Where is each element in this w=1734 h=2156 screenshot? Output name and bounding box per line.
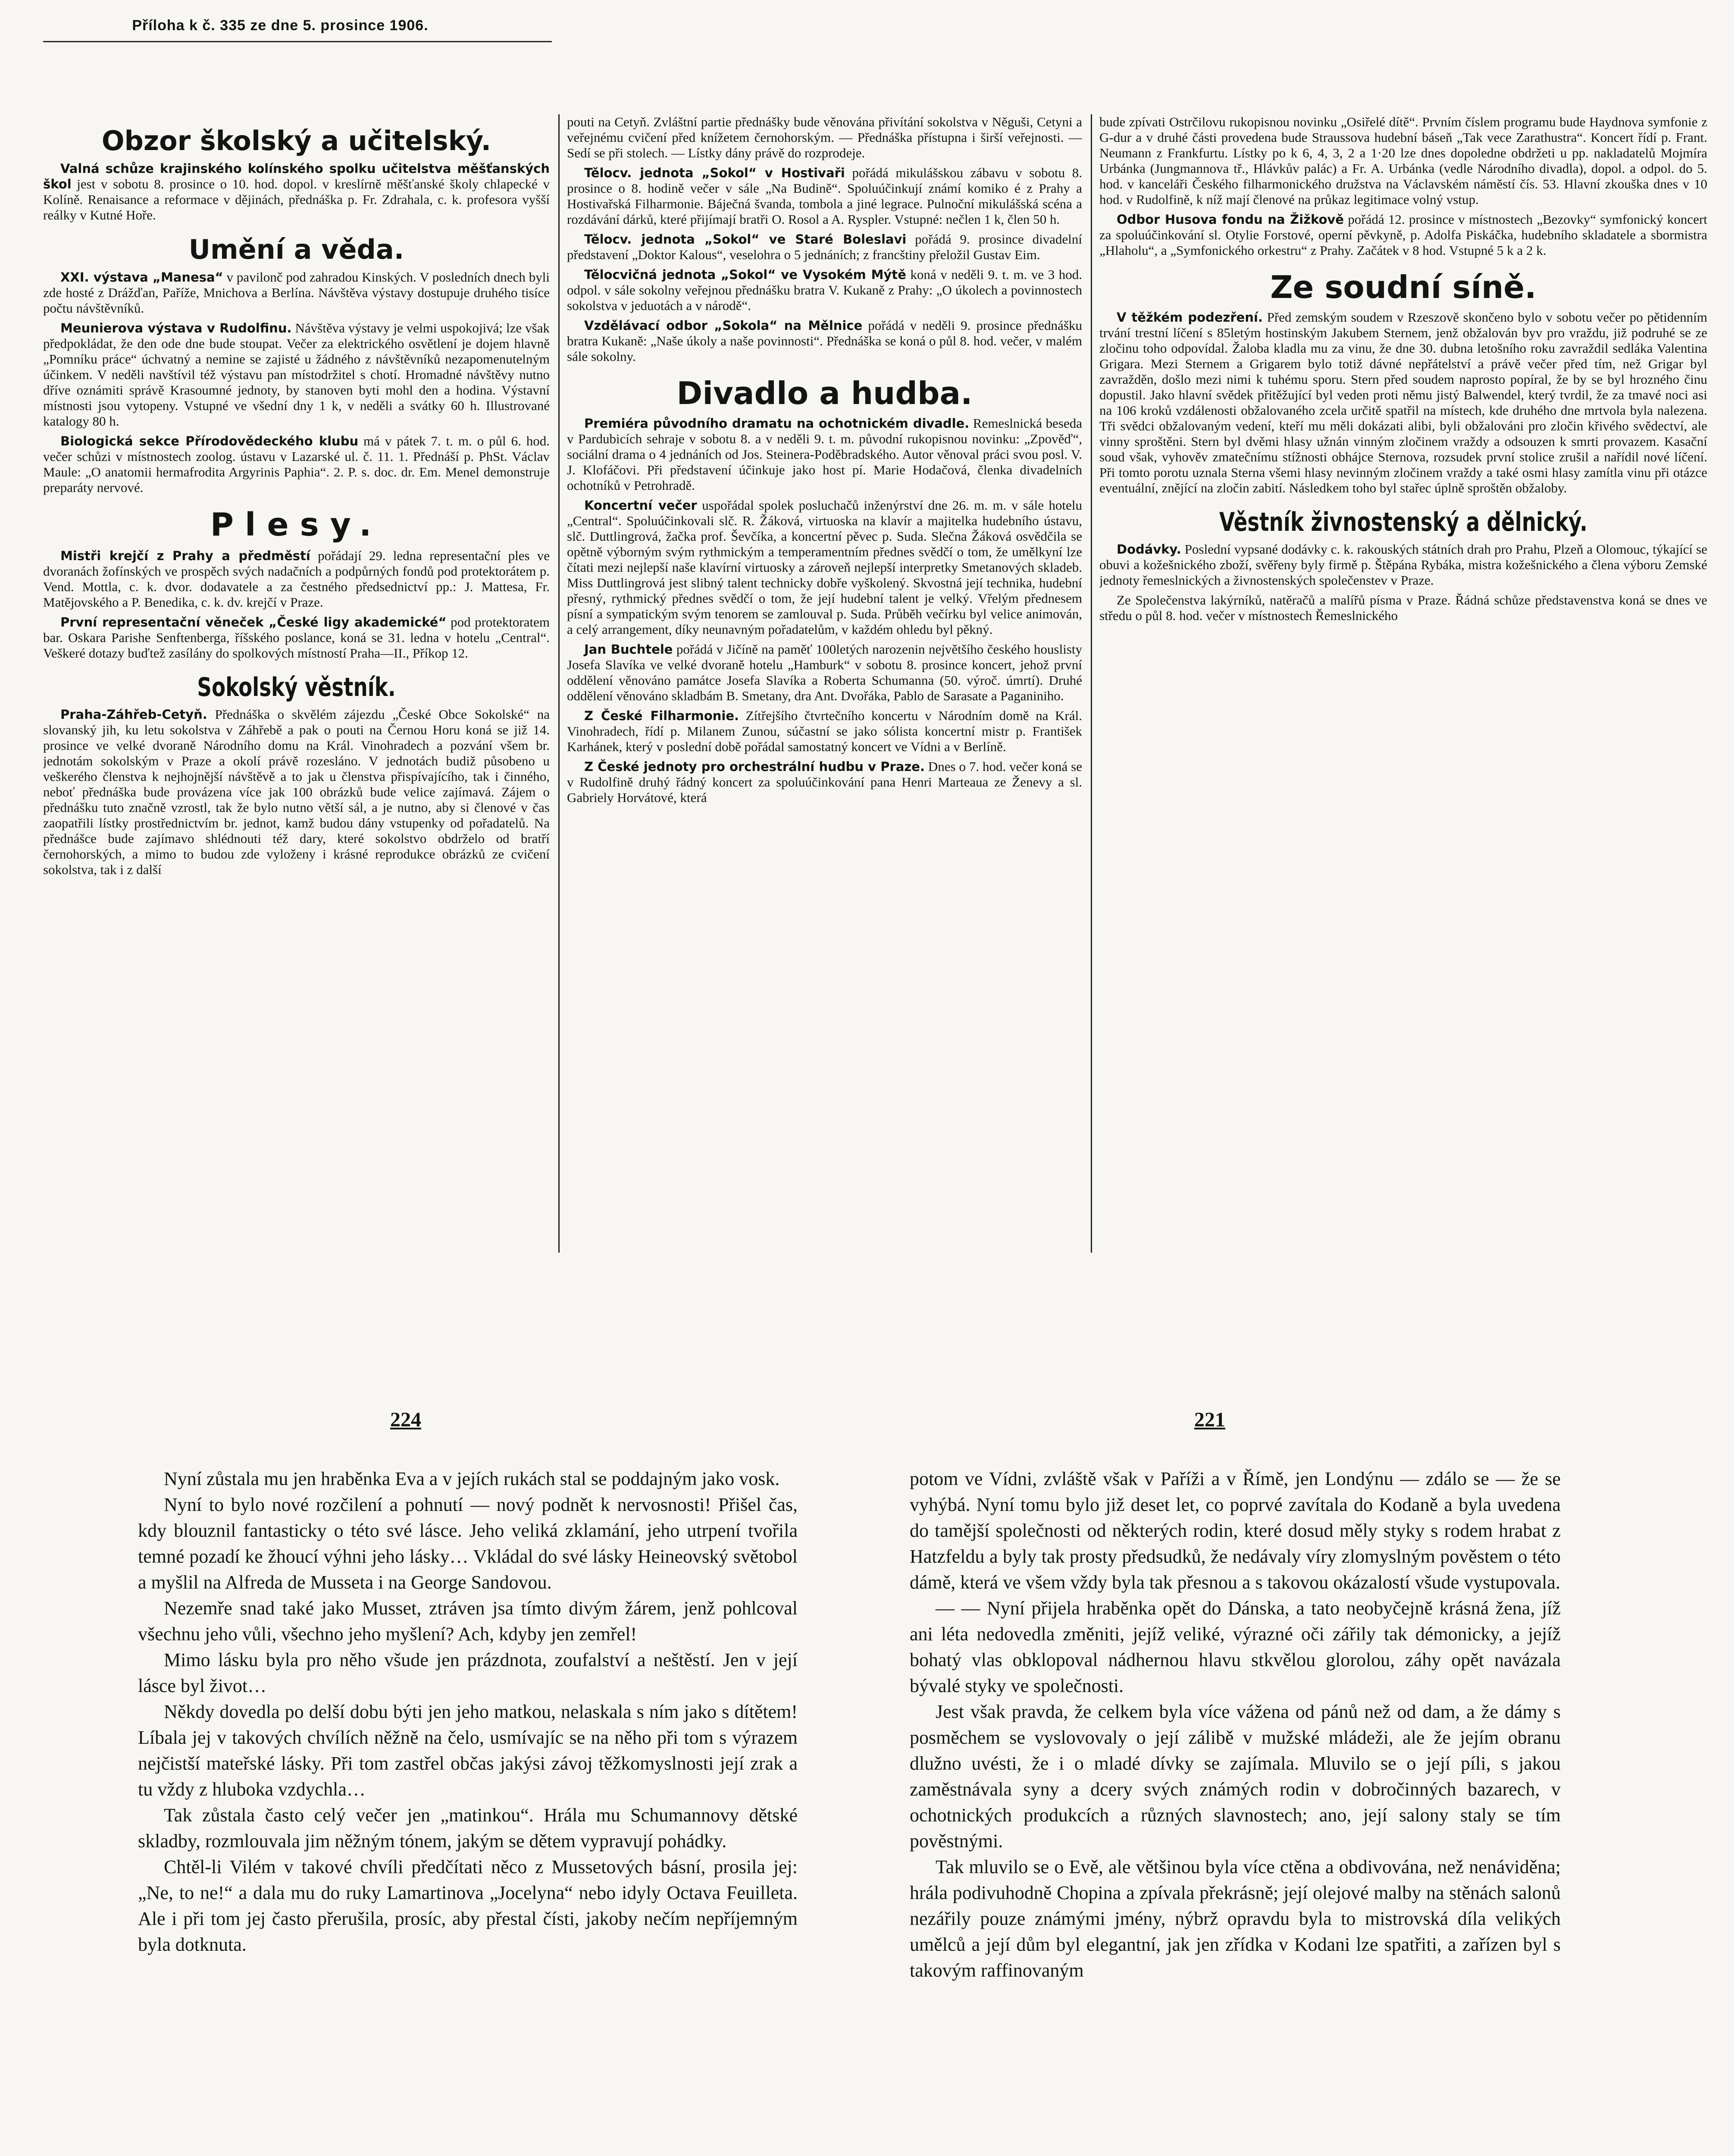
article: [1099, 592, 1707, 624]
article: [567, 759, 1082, 805]
section-title-sokolsky: Sokolský věstník.: [197, 672, 396, 702]
novel-paragraph: Někdy dovedla po delší dobu býti jen jeho matkou, nelaskala s ním jako s dítětem! Líbala jej v takových chvílích něžně na čelo, usmívajíc se na něho při tom s výrazem nejčistší mateřské lásky. Při tom zastřel občas jakýsi závoj těžkomyslnosti její zrak a tu vždy z hluboka vzdychla…: [138, 1701, 798, 1800]
article-title: Z České Filharmonie.: [584, 708, 739, 724]
article-text: pořádá 12. prosince v místnostech „Bezovky“ symfonický koncert za spoluúčinkování sl. Otylie Forstové, operní pěvkyně, p. Adolfa Piskáčka, hudebního skladatele a sbormistra „Hlaholu“, a „Symfonického orkestru“ z Prahy. Začátek v 8 hod. Vstupné 5 k a 2 k.: [1099, 212, 1707, 258]
column-3: [1099, 114, 1707, 1253]
article-title: Jan Buchtele: [584, 642, 673, 657]
section-title-umeni: Umění a věda.: [188, 234, 404, 266]
article: [43, 614, 550, 661]
article-text: koná v neděli 9. t. m. ve 3 hod. odpol. v sále sokolny veřejnou přednášku bratra V. Kukaně z Prahy: „O úkolech a povinnostech sokolstva v jeduotách a v národě“.: [567, 267, 1082, 313]
header-rule: [43, 41, 552, 42]
article-title: Tělocv. jednota „Sokol“ ve Staré Boleslavi: [584, 232, 907, 247]
article: [43, 161, 550, 223]
article: [43, 707, 550, 877]
article: [567, 114, 1082, 161]
article-title: Mistři krejčí z Prahy a předměstí: [60, 548, 310, 563]
article: [567, 318, 1082, 364]
section-title-zivnost: Věstník živnostenský a dělnický.: [1219, 507, 1588, 538]
upper-section: [43, 88, 1716, 1257]
article-text: bude zpívati Ostrčilovu rukopisnou novinku „Osiřelé dítě“. Prvním číslem programu bude Haydnova symfonie z G-dur a v druhé části provedena bude Straussova hudební báseň „Tak vece Zarathustra“. Koncert řídí p. Frant. Neumann z Frankfurtu. Lístky po k 6, 4, 3, 2 a 1·20 lze dnes dopoledne obdržeti u pp. nakladatelů Mojmíra Urbánka (Jungmannova tř., Hlávkův palác) a Fr. A. Urbánka (vedle Národního divadla), dopol. a odpol. do 5. hod. v kanceláři Českého filharmonického družstva na Václavském náměstí čís. 53. Hlavní zkouška dnes v 10 hod. v Rudolfině, k níž mají členové na průkaz legitimace volný vstup.: [1099, 114, 1707, 207]
article-text: Přednáška o skvělém zájezdu „České Obce Sokolské“ na slovanský jih, ku letu sokolstva v Záhřebě a pak o pouti na Černou Horu koná se již 14. prosince ve velké dvoraně Národního domu na Král. Vinohradech a pozvání všem br. jednotám sokolským v Praze a okolí právě rozesláno. V jednotách budiž působeno u veškerého členstva k nejhojnější návštěvě a to jak u členstva přispívajícího, tak i činného, neboť přednáška bude provázena více jak 100 obrázků bude velice zajímavá. Zájem o přednášku tuto značně vzrostl, tak že bylo nutno větší sál, a je nutno, aby si členové v čas zaopatřili lístky prostřednictvím br. jednot, kamž budou dány vstupenky od pořadatelů. Na přednášce bude zajímavo shlédnouti též dary, které sokolstvo obdrželo od bratří černohorských, a mimo to budou zde vyloženy i krásné reprodukce obrázků ze cvičení sokolstva, tak i z další: [43, 706, 550, 877]
novel-column-left: [138, 1466, 798, 2156]
article-title: Koncertní večer: [584, 498, 697, 513]
novel-column-right: [910, 1466, 1561, 2156]
column-2: [567, 114, 1082, 1253]
section-title-divadlo: Divadlo a hudba.: [676, 375, 973, 411]
novel-paragraph: Mimo lásku byla pro něho všude jen prázdnota, zoufalství a neštěstí. Jen v její lásce byl život…: [138, 1649, 798, 1696]
article-title: Tělocvičná jednota „Sokol“ ve Vysokém Mýtě: [584, 267, 906, 282]
article: [567, 498, 1082, 637]
article-title: První representační věneček „České ligy akademické“: [60, 614, 447, 630]
article-title: Praha-Záhřeb-Cetyň.: [60, 707, 207, 722]
column-divider: [1091, 114, 1092, 1253]
article: [1099, 114, 1707, 207]
article-text: pořádá 9. prosince divadelní představení „Doktor Kalous“, veselohra o 5 jednáních; z francštiny přeložil Gustav Eim.: [567, 232, 1082, 262]
novel-paragraph: potom ve Vídni, zvláště však v Paříži a v Římě, jen Londýnu — zdálo se — že se vyhýbá. Nyní tomu bylo již deset let, co poprvé zavítala do Kodaně a byla uvedena do tamější společnosti od některých rodin, které dosud měly styky s rodem hrabat z Hatzfeldu a byly tak prosty předsudků, že nedávaly víry zlomyslným pověstem o této dámě, která ve všem vždy byla tak přesnou a s takovou okázalostí všude vystupovala.: [910, 1468, 1561, 1593]
article-title: Dodávky.: [1117, 542, 1181, 557]
article: [43, 433, 550, 495]
article-text: jest v sobotu 8. prosince o 10. hod. dopol. v kreslírně měšťanské školy chlapecké v Kolíně. Renaisance a reformace v dějinách, přednáška p. Fr. Zdrahala, c. k. profesora vyšší reálky v Kutné Hoře.: [43, 176, 550, 223]
novel-paragraph: Nyní to bylo nové rozčilení a pohnutí — nový podnět k nervosnosti! Přišel čas, kdy blouznil fantasticky o této své lásce. Jeho veliká zklamání, jeho utrpení tvořila temné pozadí ke žhoucí výhni jeho lásky… Vkládal do své lásky Heineovský světobol a myšlil na Alfreda de Musseta i na George Sandovou.: [138, 1494, 798, 1593]
article-text: pořádají 29. ledna representační ples ve dvoranách žofínských ve prospěch svých nadačních a podpůrných fondů pod protektorátem p. Vend. Mottla, c. k. dvor. dodavatele a za čestného předsednictví pp.: J. Mattesa, Fr. Matějovského a P. Benedika, c. k. dv. krejčí v Praze.: [43, 548, 550, 610]
article-text: Remeslnická beseda v Pardubicích sehraje v sobotu 8. a v neděli 9. t. m. původní rukopisnou novinku: „Zpověď“, sociální drama o 4 jednáních od Jos. Steinera-Poděbradského. Autor věnoval práci svou posl. V. J. Klofáčovi. Při představení účinkuje jako host pí. Marie Hodačová, členka divadelních ochotníků v Petrohradě.: [567, 416, 1082, 493]
article: [1099, 542, 1707, 588]
section-title-obzor: Obzor školský a učitelský.: [101, 125, 491, 157]
article-title: Premiéra původního dramatu na ochotnickém divadle.: [584, 416, 970, 431]
article-text: Poslední vypsané dodávky c. k. rakouských státních drah pro Prahu, Plzeň a Olomouc, týkající se obuvi a kožešnického zboží, svěřeny byly firmě p. Štěpána Rybáka, mistra kožešnického a člena výboru Zemské jednoty řemeslnických a živnostenských společenstev v Praze.: [1099, 542, 1707, 588]
page-number-left: 224: [390, 1408, 421, 1431]
article-title: Tělocv. jednota „Sokol“ v Hostivaři: [584, 166, 845, 180]
article-text: Před zemským soudem v Rzeszově skončeno bylo v sobotu večer po pětidenním trvání trestní líčení s 85letým hostinským Jakubem Sternem, jenž obžalován byv pro vraždu, již podruhé se ze zločinu toho odpovídal. Žaloba kladla mu za vinu, že dne 30. dubna letošního roku zavraždil sedláka Valentina Grigara. Mezi Sternem a Grigarem bylo totiž dávné nepřátelství a právě večer před tím, než Grigar byl zavražděn, došlo mezi nimi k tuhému sporu. Stern před soudem naprosto popíral, že by se byl hrozného činu dopustil. Jako hlavní svědek přitěžující byl veden proti němu jistý Balwendel, který tvrdil, že za tmavé noci asi na 106 kroků vzdálenosti obžalovaného zcela určitě spatřil na místech, kde druhého dne mrtvola byla nalezena. Tři svědci obžalovaným vedení, kteří mu měli dokázati alibi, byli obžalováni pro zločin křivého svědectví, ale vinny sproštěni. Stern byl dvěmi hlasy užnán vinným zločinem vraždy a odsouzen k smrti provazem. Kasační soud však, vyhověv zmatečnímu stížnosti obhájce Sternova, rozsudek první stolice zrušil a nařídil nové líčení. Při tomto porotu uznala Sterna všemi hlasy nevinným zločinem vraždy a také osmi hlasy zamítla vinu při otázce eventuální, znějící na zločin zabití. Následkem toho byl stařec úplně sproštěn obžaloby.: [1099, 310, 1707, 496]
article-text: pořádá v neděli 9. prosince přednášku bratra Kukaně: „Naše úkoly a naše povinnosti“. Přednáška se koná o půl 8. hod. večer, v malém sále sokolny.: [567, 318, 1082, 364]
column-1: [43, 114, 550, 1253]
novel-paragraph: Nyní zůstala mu jen hraběnka Eva a v jejích rukách stal se poddajným jako vosk.: [164, 1468, 780, 1489]
article: [567, 708, 1082, 755]
novel-paragraph: Chtěl-li Vilém v takové chvíli předčítati něco z Mussetových básní, prosila jej: „Ne, to ne!“ a dala mu do ruky Lamartinova „Jocelyna“ nebo idyly Octava Feuilleta. Ale i při tom jej často přerušila, prosíc, aby přestal čísti, jakoby nečím nepříjemným byla dotknuta.: [138, 1856, 798, 1955]
article: [567, 232, 1082, 263]
novel-paragraph: Tak mluvilo se o Evě, ale většinou byla více ctěna a obdivována, než nenáviděna; hrála podivuhodně Chopina a zpívala překrásně; její olejové malby na stěnách salonů nezářily pouze známými jmény, nýbrž opravdu byla to mistrovská díla velikých umělců a její dům byl elegantní, jak jen zřídka v Kodani lze spatřiti, a zařízen byl s takovým raffinovaným: [910, 1856, 1561, 1981]
page-number-right: 221: [1194, 1408, 1225, 1431]
article: [567, 267, 1082, 313]
article-text: Zítřejšího čtvrtečního koncertu v Národním domě na Král. Vinohradech, řídí p. Milanem Zunou, súčastní se jako sólista koncertní mistr p. František Karhánek, který v poslední době pořádal samostatný koncert ve Vídni a v Berlíně.: [567, 708, 1082, 755]
issue-header: Příloha k č. 335 ze dne 5. prosince 1906.: [132, 17, 429, 34]
article: [43, 548, 550, 610]
article-title: XXI. výstava „Manesa“: [60, 270, 223, 285]
article-text: pouti na Cetyň. Zvláštní partie přednášky bude věnována přivítání sokolstva v Něguši, Cetyni a veřejnému cvičení před knížetem černohorským. — Přednáška přístupna i širší veřejnosti. — Sedí se při stolech. — Lístky dány právě do rozprodeje.: [567, 114, 1082, 160]
novel-paragraph: Tak zůstala často celý večer jen „matinkou“. Hrála mu Schumannovy dětské skladby, rozmlouvala jim něžným tónem, jakým se dětem vypravují pohádky.: [138, 1805, 798, 1852]
novel-paragraph: Jest však pravda, že celkem byla více vážena od pánů než od dam, a že dámy s posměchem se vyslovovaly o její zálibě v mužské mládeži, ale že jejím obranu dlužno uvésti, že i o mladé dívky se zajímala. Mluvilo se o její píli, s jakou zaměstnávala syny a dcery svých známých rodin v dobročinných bazarech, v ochotnických produkcích a různých slavnostech; ano, její salony staly se tím pověstnými.: [910, 1701, 1561, 1852]
article-title: Odbor Husova fondu na Žižkově: [1117, 212, 1344, 227]
article: [1099, 212, 1707, 258]
article: [43, 270, 550, 316]
article: [567, 165, 1082, 227]
article-text: Návštěva výstavy je velmi uspokojivá; lze však předpokládat, že den ode dne bude stoupat. Večer za elektrického osvětlení je dojem hlavně „Pomníku práce“ úchvatný a nemine se zajisté u žádného z návštěvníků nezapomenutelným účinkem. V neděli navštívil též výstavu pan místodržitel s chotí. Hromadné návštěvy nutno dříve oznámiti správě Krasoumné jednoty, by stanoven byti mohl den a hodina. Výstavní místnosti jsou vytopeny. Vstupné ve všední dny 1 k, v neděli a svátky 60 h. Illustrované katalogy 80 h.: [43, 320, 550, 429]
article-title: V těžkém podezření.: [1117, 310, 1263, 325]
section-title-plesy: Plesy.: [210, 506, 383, 544]
article-title: Valná schůze krajinského kolínského spolku učitelstva měšťanských škol: [43, 161, 550, 192]
article-text: v pavilonč pod zahradou Kinských. V posledních dnech byli zde hosté z Drážďan, Paříže, Mnichova a Berlína. Návštěva výstavy dostupuje druhého tisíce počtu návštěvníků.: [43, 270, 550, 316]
article: [1099, 310, 1707, 496]
article-text: uspořádal spolek posluchačů inženýrství dne 26. m. m. v sále hotelu „Central“. Spoluúčinkovali slč. R. Žáková, virtuoska na klavír a majitelka hudebního ústavu, slč. Duttlingrová, žačka prof. Ševčíka, a koncertní pěvec p. Suda. Slečna Žáková osvědčila se opětně výborným svým rythmickým a temperamentním přednes svědčí o tom, že umělkyní lze čítati mezi nejlepší naše klavírní virtuosky a zároveň nejlepší interpretky Smetanových skladeb. Miss Duttlingrová jest slibný talent technicky dobře vyškolený. Skvostná její technika, hudební přesný, rythmický přednes svědčí o tom, že její hudební talent je velký. Vřelým přednesem písní a sympatickým svým tenorem se zamlouval p. Suda. Průběh večírku byl velice animován, a celý arrangement, díky neunavným pořadatelům, v každém ohledu byl pěkný.: [567, 498, 1082, 637]
article-text: pořádá mikulášskou zábavu v sobotu 8. prosince o 8. hodině večer v sále „Na Budině“. Spoluúčinkují známí komiko é z Prahy a Hostivařská Filharmonie. Báječná švanda, tombola a jiné legrace. Pulnoční mikulášská scéna a rozdávání dárků, které přijímají bratři O. Rosol a A. Ryspler. Vstupné: nečlen 1 k, člen 50 h.: [567, 165, 1082, 227]
article: [43, 320, 550, 429]
article-text: pod protektoratem bar. Oskara Parishe Senftenberga, říšského poslance, koná se 31. ledna v hotelu „Central“. Veškeré dotazy buďtež zasílány do spolkových místností Praha—II., Příkop 12.: [43, 614, 550, 661]
article: [567, 642, 1082, 704]
article-title: Biologická sekce Přírodovědeckého klubu: [60, 434, 359, 449]
article-text: pořádá v Jičíně na paměť 100letých narozenin největšího českého houslisty Josefa Slavíka ve velké dvoraně hotelu „Hamburk“ v sobotu 8. prosince koncert, jehož první oddělení věnováno památce Josefa Slavíka a Roberta Schumanna (50. výroč. úmrtí). Druhé oddělení věnováno skladbám B. Smetany, dra Ant. Dvořáka, Pablo de Sarasate a Paganiniho.: [567, 642, 1082, 704]
novel-paragraph: — — Nyní přijela hraběnka opět do Dánska, a tato neobyčejně krásná žena, jíž ani léta nedovedla změniti, jejíž veliké, výrazné oči zářily tak démonicky, a jejíž bohatý vlas obklopoval nádhernou hlavu stkvělou glorolou, záhy opět navázala bývalé styky ve společnosti.: [910, 1598, 1561, 1696]
article-text: Ze Společenstva lakýrníků, natěračů a malířů písma v Praze. Řádná schůze představenstva koná se dnes ve středu o půl 8. hod. večer v místnostech Řemeslnického: [1099, 592, 1707, 624]
article-title: Meunierova výstava v Rudolfinu.: [60, 321, 292, 336]
novel-paragraph: Nezemře snad také jako Musset, ztráven jsa tímto divým žárem, jenž pohlcoval všechnu jeho vůli, všechno jeho myšlení? Ach, kdyby jen zemřel!: [138, 1598, 798, 1645]
column-divider: [558, 114, 560, 1253]
article-text: Dnes o 7. hod. večer koná se v Rudolfině druhý řádný koncert za spoluúčinkování pana Henri Marteaua ze Ženevy a sl. Gabriely Horvátové, která: [567, 759, 1082, 805]
article-text: má v pátek 7. t. m. o půl 6. hod. večer schůzi v místnostech zoolog. ústavu v Lazarské ul. č. 11. 1. Přednáší p. PhSt. Václav Maule: „O anatomii hermafrodita Argyrinis Paphia“. 2. P. s. doc. dr. Em. Menel demonstruje preparáty nervové.: [43, 433, 550, 495]
section-title-soudni: Ze soudní síně.: [1270, 269, 1537, 305]
article-title: Vzdělávací odbor „Sokola“ na Mělnice: [584, 318, 863, 333]
article: [567, 416, 1082, 493]
article-title: Z České jednoty pro orchestrální hudbu v Praze.: [584, 759, 925, 774]
